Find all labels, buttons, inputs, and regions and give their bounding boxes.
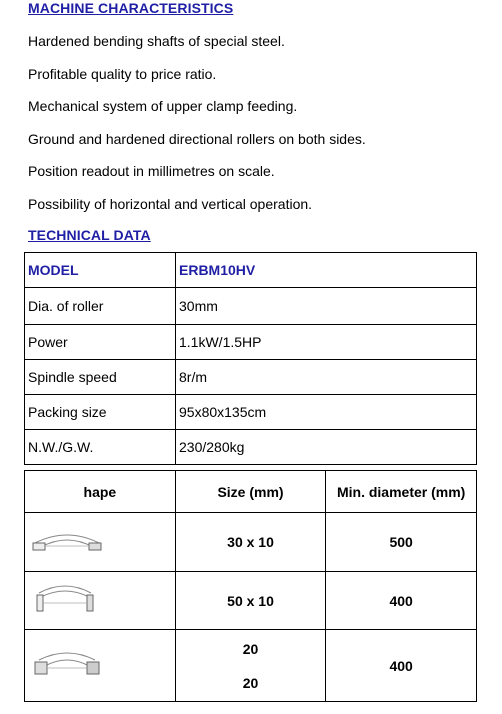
- table-header-row: [25, 471, 477, 513]
- column-header: hape: [25, 471, 176, 513]
- size-value: 20: [242, 640, 259, 657]
- min-diameter-cell: 400: [326, 630, 477, 702]
- spec-value: 30mm: [176, 288, 477, 325]
- feature-item: Mechanical system of upper clamp feeding.: [28, 98, 298, 114]
- feature-item: Hardened bending shafts of special steel.: [28, 33, 285, 49]
- table-row: [25, 395, 477, 430]
- shape-cell: [25, 572, 176, 630]
- feature-item: Possibility of horizontal and vertical operation.: [28, 196, 313, 212]
- table-row: [25, 253, 477, 288]
- spec-label: Packing size: [25, 395, 176, 430]
- bending-capacity-table: [24, 470, 477, 702]
- table-row: [25, 630, 477, 702]
- square-bar-arc-icon: [31, 644, 103, 684]
- spec-label: Spindle speed: [25, 360, 176, 395]
- size-cell: 30 x 10: [175, 513, 326, 572]
- table-row: [25, 360, 477, 395]
- spec-value: 1.1kW/1.5HP: [176, 325, 477, 360]
- min-diameter-cell: 400: [326, 572, 477, 630]
- table-row: [25, 325, 477, 360]
- technical-data-table: [24, 252, 477, 465]
- spec-value: ERBM10HV: [176, 253, 477, 288]
- spec-label: Power: [25, 325, 176, 360]
- spec-label: MODEL: [25, 253, 176, 288]
- table-row: [25, 513, 477, 572]
- table-row: [25, 430, 477, 465]
- size-cell: 50 x 10: [175, 572, 326, 630]
- size-value: 20: [242, 674, 259, 691]
- size-cell: [175, 630, 326, 702]
- feature-item: Ground and hardened directional rollers on both sides.: [28, 131, 366, 147]
- table-row: [25, 288, 477, 325]
- shape-cell: [25, 513, 176, 572]
- spec-value: 8r/m: [176, 360, 477, 395]
- table-row: [25, 572, 477, 630]
- spec-value: 95x80x135cm: [176, 395, 477, 430]
- spec-label: Dia. of roller: [25, 288, 176, 325]
- column-header: Min. diameter (mm): [326, 471, 477, 513]
- min-diameter-cell: 500: [326, 513, 477, 572]
- feature-item: Profitable quality to price ratio.: [28, 66, 217, 82]
- spec-value: 230/280kg: [176, 430, 477, 465]
- vertical-bar-arc-icon: [31, 581, 103, 617]
- flat-bar-arc-icon: [31, 525, 103, 557]
- machine-characteristics-heading: MACHINE CHARACTERISTICS: [28, 0, 234, 16]
- technical-data-heading: TECHNICAL DATA: [28, 227, 151, 243]
- column-header: Size (mm): [175, 471, 326, 513]
- feature-item: Position readout in millimetres on scale.: [28, 163, 275, 179]
- shape-cell: [25, 630, 176, 702]
- spec-label: N.W./G.W.: [25, 430, 176, 465]
